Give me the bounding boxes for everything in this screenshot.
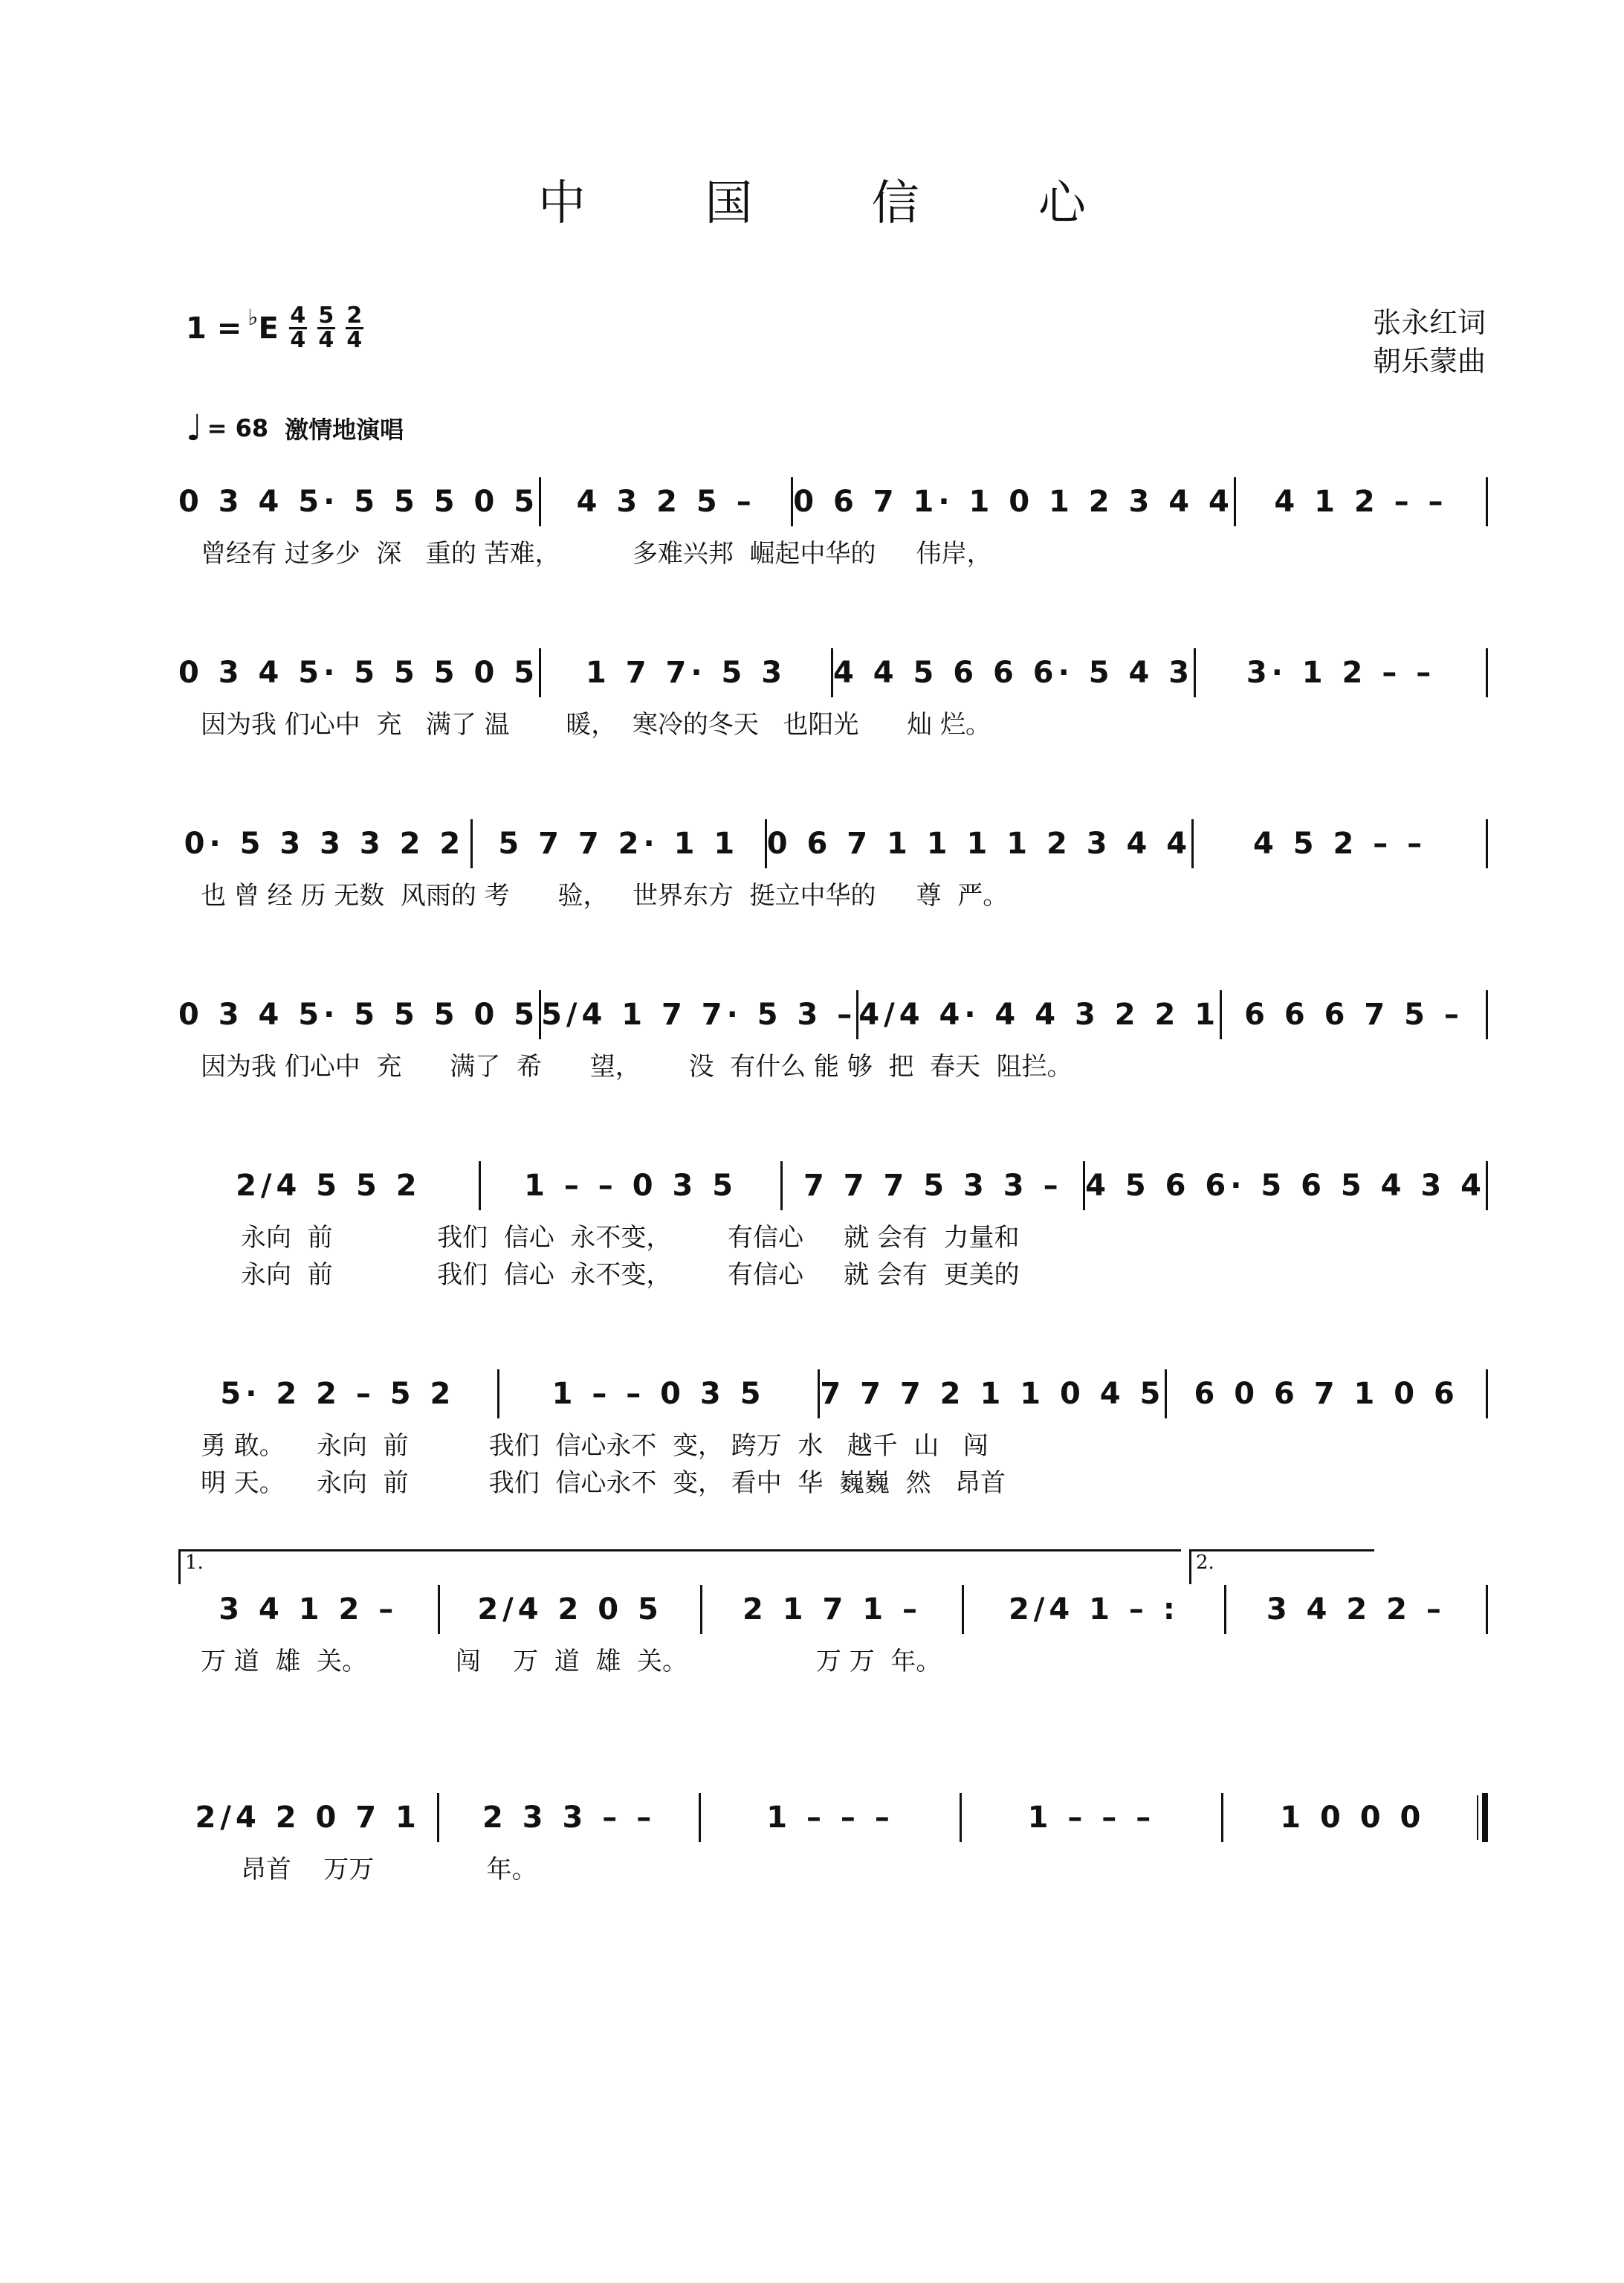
credits	[1373, 303, 1486, 381]
measure: 5/4 1 7 7· 5 3 –	[541, 998, 857, 1032]
meter-4-4: $\frac{4}{4}$	[290, 303, 306, 353]
barline	[1486, 648, 1488, 697]
measure: 1 – – –	[1027, 1801, 1156, 1835]
measure: 4 4 5 6 6 6· 5 4 3	[833, 656, 1194, 690]
measure: 0 3 4 5· 5 5 5 0 5	[178, 485, 540, 519]
measure: 4 1 2 – –	[1274, 485, 1448, 519]
lyric-line: 因为我 们心中 充 满了 希 望， 没 有什么 能 够 把 春天 阻拦。	[201, 1052, 1073, 1082]
lyric-line: 万 道 雄 关。 闯 万 道 雄 关。 万 万 年。	[201, 1647, 942, 1676]
measure: 7 7 7 2 1 1 0 4 5	[820, 1377, 1165, 1411]
measure: 1 0 0 0	[1280, 1801, 1426, 1835]
note-row	[178, 1360, 1488, 1427]
measure: 2 1 7 1 –	[743, 1592, 922, 1627]
score-system	[178, 1784, 1488, 1888]
lyric-line: 也 曾 经 历 无数 风雨的 考 验， 世界东方 挺立中华的 尊 严。	[201, 881, 1009, 911]
measure: 3· 1 2 – –	[1246, 656, 1436, 690]
volta-bracket: 2.	[1189, 1549, 1374, 1584]
lyric-line: 勇 敢。 永向 前 我们 信心永不 变， 跨万 水 越千 山 闯	[201, 1431, 989, 1461]
key-letter: E	[258, 311, 279, 346]
measure: 3 4 2 2 –	[1266, 1592, 1446, 1627]
note-row	[178, 1784, 1488, 1851]
measure: 0 3 4 5· 5 5 5 0 5	[178, 656, 540, 690]
measure: 0· 5 3 3 3 2 2	[184, 827, 465, 861]
measure: 0 6 7 1 1 1 1 2 3 4 4	[766, 827, 1192, 861]
meter-5-4: $\frac{5}{4}$	[318, 303, 334, 353]
tempo-marking	[186, 407, 404, 449]
key-signature	[186, 305, 363, 352]
barline	[1486, 1369, 1488, 1418]
volta-bracket: 1.	[178, 1549, 1181, 1584]
lyric-line: 曾经有 过多少 深 重的 苦难， 多难兴邦 崛起中华的 伟岸，	[201, 539, 992, 569]
score-system	[178, 981, 1488, 1085]
measure: 0 3 4 5· 5 5 5 0 5	[178, 998, 540, 1032]
measure: 4/4 4· 4 4 3 2 2 1	[858, 998, 1220, 1032]
score-system	[178, 1360, 1488, 1502]
measure: 2/4 2 0 5	[477, 1592, 663, 1627]
note-row	[178, 810, 1488, 877]
measure: 0 6 7 1· 1 0 1 2 3 4 4	[793, 485, 1234, 519]
measure: 5 7 7 2· 1 1	[498, 827, 740, 861]
barline	[1486, 1585, 1488, 1634]
note-row	[178, 1152, 1488, 1219]
measure: 4 3 2 5 –	[576, 485, 756, 519]
barline	[1486, 819, 1488, 868]
lyricist: 张永红词	[1372, 306, 1486, 339]
measure: 6 6 6 7 5 –	[1244, 998, 1463, 1032]
score-system	[178, 1551, 1488, 1680]
lyric-line: 因为我 们心中 充 满了 温 暖， 寒冷的冬天 也阳光 灿 烂。	[201, 710, 991, 740]
measure: 6 0 6 7 1 0 6	[1194, 1377, 1459, 1411]
flat-icon: ♭	[248, 305, 259, 331]
score-system	[178, 810, 1488, 914]
note-row	[178, 1576, 1488, 1643]
barline	[1486, 477, 1488, 526]
measure: 2 3 3 – –	[482, 1801, 656, 1835]
score-system	[178, 1152, 1488, 1294]
expression-text: 激情地演唱	[285, 416, 404, 444]
barline	[1486, 1161, 1488, 1210]
measure: 7 7 7 5 3 3 –	[803, 1169, 1063, 1203]
lyric-line: 永向 前 我们 信心 永不变， 有信心 就 会有 力量和	[201, 1223, 1020, 1253]
measure: 1 – – –	[766, 1801, 894, 1835]
lyric-line: 昂首 万万 年。	[201, 1855, 537, 1885]
measure: 4 5 6 6· 5 6 5 4 3 4	[1085, 1169, 1486, 1203]
measure: 2/4 2 0 7 1	[195, 1801, 421, 1835]
composer: 朝乐蒙曲	[1372, 345, 1486, 378]
barline	[1482, 1793, 1488, 1842]
measure: 1 7 7· 5 3	[586, 656, 787, 690]
page-title: 中 国 信 心	[537, 176, 1139, 231]
barline	[1486, 990, 1488, 1039]
tempo-bpm: = 68	[207, 414, 269, 442]
score-system	[178, 468, 1488, 572]
measure: 4 5 2 – –	[1252, 827, 1427, 861]
measure: 2/4 1 – :	[1008, 1592, 1180, 1627]
measure: 2/4 5 5 2	[236, 1169, 421, 1203]
quarter-note-icon: ♩	[186, 407, 203, 449]
key-prefix: 1 =	[186, 311, 242, 346]
measure: 3 4 1 2 –	[219, 1592, 398, 1627]
score-system	[178, 639, 1488, 743]
measure: 5· 2 2 – 5 2	[220, 1377, 456, 1411]
note-row	[178, 468, 1488, 535]
lyric-line: 永向 前 我们 信心 永不变， 有信心 就 会有 更美的	[201, 1260, 1020, 1290]
note-row	[178, 981, 1488, 1048]
note-row	[178, 639, 1488, 706]
lyric-line: 明 天。 永向 前 我们 信心永不 变， 看中 华 巍巍 然 昂首	[201, 1468, 1006, 1498]
measure: 1 – – 0 3 5	[524, 1169, 738, 1203]
meter-2-4: $\frac{2}{4}$	[346, 303, 363, 353]
measure: 1 – – 0 3 5	[551, 1377, 766, 1411]
